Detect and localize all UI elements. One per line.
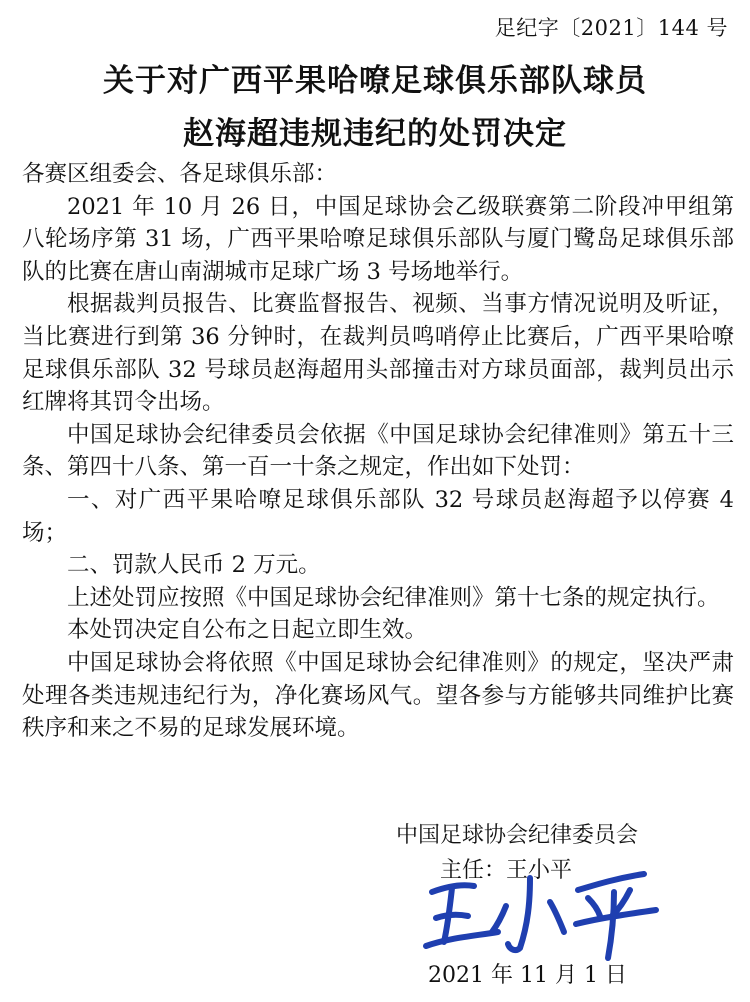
paragraph-execution: 上述处罚应按照《中国足球协会纪律准则》第十七条的规定执行。 bbox=[67, 584, 720, 611]
document-number: 足纪字〔2021〕144 号 bbox=[494, 16, 728, 40]
document-title-line-2: 赵海超违规违纪的处罚决定 bbox=[183, 116, 567, 152]
paragraph-incident: 根据裁判员报告、比赛监督报告、视频、当事方情况说明及听证，当比赛进行到第 36 分钟时，在裁判员鸣哨停止比赛后，广西平果哈嘹足球俱乐部队 32 号球员赵海超用头部撞击对方球员面部，裁判员出示红牌将其罚令出场。 bbox=[22, 291, 734, 416]
paragraph-penalty-suspension: 一、对广西平果哈嘹足球俱乐部队 32 号球员赵海超予以停赛 4 场； bbox=[22, 486, 734, 546]
paragraph-basis: 中国足球协会纪律委员会依据《中国足球协会纪律准则》第五十三条、第四十八条、第一百一十条之规定，作出如下处罚： bbox=[22, 421, 734, 481]
paragraph-statement: 中国足球协会将依照《中国足球协会纪律准则》的规定，坚决严肃处理各类违规违纪行为，净化赛场风气。望各参与方能够共同维护比赛秩序和来之不易的足球发展环境。 bbox=[22, 649, 734, 742]
signature-date: 2021 年 11 月 1 日 bbox=[428, 963, 627, 988]
handwritten-signature bbox=[418, 862, 664, 962]
salutation: 各赛区组委会、各足球俱乐部： bbox=[22, 161, 338, 187]
director-line: 主任：王小平 bbox=[440, 858, 573, 883]
paragraph-event: 2021 年 10 月 26 日，中国足球协会乙级联赛第二阶段冲甲组第八轮场序第 31 场，广西平果哈嘹足球俱乐部队与厦门鹭岛足球俱乐部队的比赛在唐山南湖城市足球广场 3 号场地举行。 bbox=[22, 193, 734, 285]
document-title-line-1: 关于对广西平果哈嘹足球俱乐部队球员 bbox=[103, 63, 647, 99]
issuing-committee: 中国足球协会纪律委员会 bbox=[396, 823, 639, 848]
document-body bbox=[22, 158, 734, 745]
paragraph-effective: 本处罚决定自公布之日起立即生效。 bbox=[67, 617, 428, 644]
paragraph-penalty-fine: 二、罚款人民币 2 万元。 bbox=[67, 552, 321, 579]
